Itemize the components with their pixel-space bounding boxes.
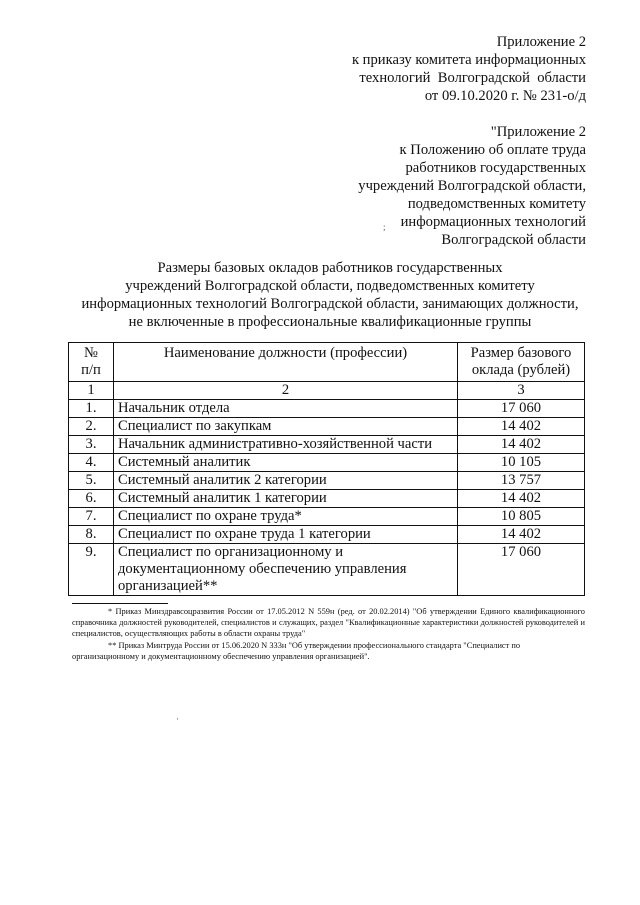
appendix-main-line: к приказу комитета информационных [351, 52, 586, 68]
appendix-main-line: Приложение 2 [496, 34, 586, 50]
row-name-cell: Специалист по закупкам [114, 418, 458, 436]
appendix-sub-line: подведомственных комитету [407, 196, 586, 212]
document-heading [60, 259, 600, 331]
scan-speck: ; [383, 222, 386, 232]
row-name-cell: Системный аналитик [114, 454, 458, 472]
row-name-cell: Системный аналитик 1 категории [114, 490, 458, 508]
header-num: № п/п [69, 343, 114, 382]
row-salary-cell: 14 402 [458, 436, 585, 454]
row-num-cell: 1. [69, 400, 114, 418]
table-row [69, 454, 585, 472]
appendix-sub-line: Волгоградской области [441, 232, 586, 248]
row-salary-cell: 14 402 [458, 418, 585, 436]
row-num-cell: 8. [69, 526, 114, 544]
table-row [69, 526, 585, 544]
footnote-1: * Приказ Минздравсоцразвития России от 17.05.2012 N 559н (ред. от 20.02.2014) "Об утверждении Единого квалификационного справочника должностей руководителей, специалистов и служащих, раздел "Квалификационные характеристики должностей руководителей и специалистов, осуществляющих работы в области охраны труда" [72, 607, 585, 638]
table-row [69, 490, 585, 508]
footnote-divider [72, 603, 168, 604]
appendix-sub-line: информационных технологий [400, 214, 586, 230]
table-row [69, 508, 585, 526]
row-name-cell: Начальник административно-хозяйственной части [114, 436, 458, 454]
appendix-sub-block [358, 123, 586, 249]
table-row [69, 418, 585, 436]
index-cell: 2 [114, 382, 458, 400]
row-name-cell: Начальник отдела [114, 400, 458, 418]
table-row [69, 472, 585, 490]
header-name: Наименование должности (профессии) [114, 343, 458, 382]
row-salary-cell: 17 060 [458, 400, 585, 418]
index-cell: 1 [69, 382, 114, 400]
row-name-cell: Специалист по организационному и документационному обеспечению управления организацией** [114, 544, 458, 596]
appendix-sub-line: работников государственных [405, 160, 586, 176]
appendix-main-block [352, 33, 586, 105]
table-row [69, 436, 585, 454]
positions-table [68, 342, 585, 596]
row-salary-cell: 13 757 [458, 472, 585, 490]
table-row [69, 544, 585, 596]
row-num-cell: 6. [69, 490, 114, 508]
heading-line: не включенные в профессиональные квалификационные группы [128, 314, 532, 330]
row-name-cell: Специалист по охране труда* [114, 508, 458, 526]
appendix-sub-line: к Положению об оплате труда [399, 142, 586, 158]
table-row [69, 400, 585, 418]
row-salary-cell: 14 402 [458, 490, 585, 508]
row-name-cell: Системный аналитик 2 категории [114, 472, 458, 490]
row-num-cell: 9. [69, 544, 114, 596]
footnote-2: ** Приказ Минтруда России от 15.06.2020 N 333н "Об утверждении профессионального стандарта "Специалист по организационному и документационному обеспечению управления организацией". [72, 641, 521, 661]
row-num-cell: 2. [69, 418, 114, 436]
table-body [69, 382, 585, 596]
index-cell: 3 [458, 382, 585, 400]
appendix-sub-line: учреждений Волгоградской области, [358, 178, 586, 194]
header-salary: Размер базового оклада (рублей) [458, 343, 585, 382]
row-salary-cell: 10 105 [458, 454, 585, 472]
row-salary-cell: 14 402 [458, 526, 585, 544]
row-num-cell: 7. [69, 508, 114, 526]
heading-line: информационных технологий Волгоградской области, занимающих должности, [81, 296, 579, 312]
appendix-main-line: от 09.10.2020 г. № 231-о/д [424, 88, 586, 104]
row-num-cell: 5. [69, 472, 114, 490]
row-num-cell: 4. [69, 454, 114, 472]
row-salary-cell: 17 060 [458, 544, 585, 596]
scan-speck: · [176, 714, 179, 724]
row-num-cell: 3. [69, 436, 114, 454]
heading-line: учреждений Волгоградской области, подведомственных комитету [125, 278, 535, 294]
row-name-cell: Специалист по охране труда 1 категории [114, 526, 458, 544]
table-index-row [69, 382, 585, 400]
row-salary-cell: 10 805 [458, 508, 585, 526]
heading-line: Размеры базовых окладов работников государственных [157, 260, 503, 276]
appendix-sub-line: "Приложение 2 [490, 124, 586, 140]
appendix-main-line: технологий Волгоградской области [359, 70, 586, 86]
table-header-row [69, 343, 585, 382]
